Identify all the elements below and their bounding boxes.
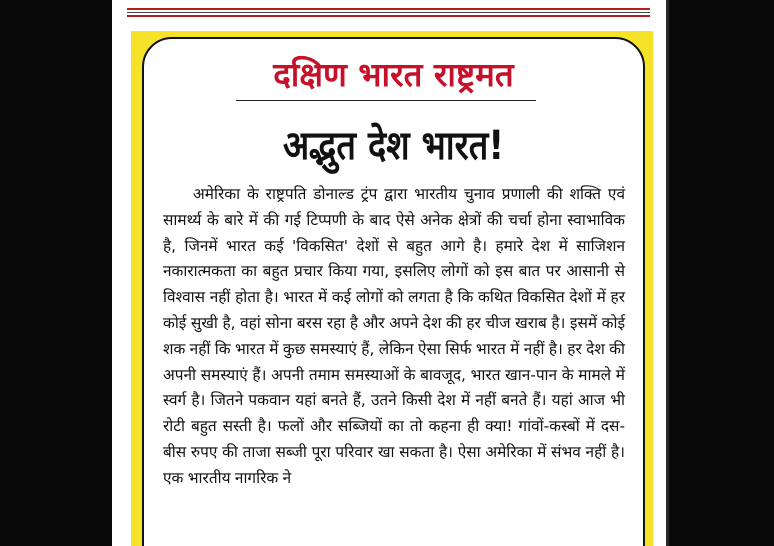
newspaper-page: [112, 0, 668, 546]
article-body: अमेरिका के राष्ट्रपति डोनाल्ड ट्रंप द्वारा भारतीय चुनाव प्रणाली की शक्ति एवं सामर्थ्य के बारे में की गई टिप्पणी के बाद ऐसे अनेक क्षेत्रों की चर्चा होना स्वाभाविक है, जिनमें भारत कई 'विकसित' देशों से बहुत आगे है। हमारे देश में साजिशन नकारात्मकता का बहुत प्रचार किया गया, इसलिए लोगों को इस बात पर आसानी से विश्वास नहीं होता है। भारत में कई लोगों को लगता है कि कथित विकसित देशों में हर कोई सुखी है, वहां सोना बरस रहा है और अपने देश की हर चीज खराब है। इसमें कोई शक नहीं कि भारत में कुछ समस्याएं हैं, लेकिन ऐसा सिर्फ भारत में नहीं है। हर देश की अपनी समस्याएं हैं। अपनी तमाम समस्याओं के बावजूद, भारत खान-पान के मामले में स्वर्ग है। जितने पकवान यहां बनते हैं, उतने किसी देश में नहीं बनते हैं। यहां आज भी रोटी बहुत सस्ती है। फलों और सब्जियों का तो कहना ही क्या! गांवों-कस्बों में दस-बीस रुपए की ताजा सब्जी पूरा परिवार खा सकता है। ऐसा अमेरिका में संभव नहीं है। एक भारतीय नागरिक ने: [163, 185, 625, 487]
editorial-panel: [142, 37, 645, 546]
masthead-divider: [236, 100, 536, 101]
page-edge: [666, 0, 669, 546]
masthead-title: दक्षिण भारत राष्ट्रमत: [273, 55, 514, 94]
header-rule-bottom: [127, 15, 650, 17]
header-rule-top: [127, 8, 650, 10]
header-rule-middle: [127, 12, 650, 13]
headline: अद्भुत देश भारत!: [282, 123, 505, 169]
